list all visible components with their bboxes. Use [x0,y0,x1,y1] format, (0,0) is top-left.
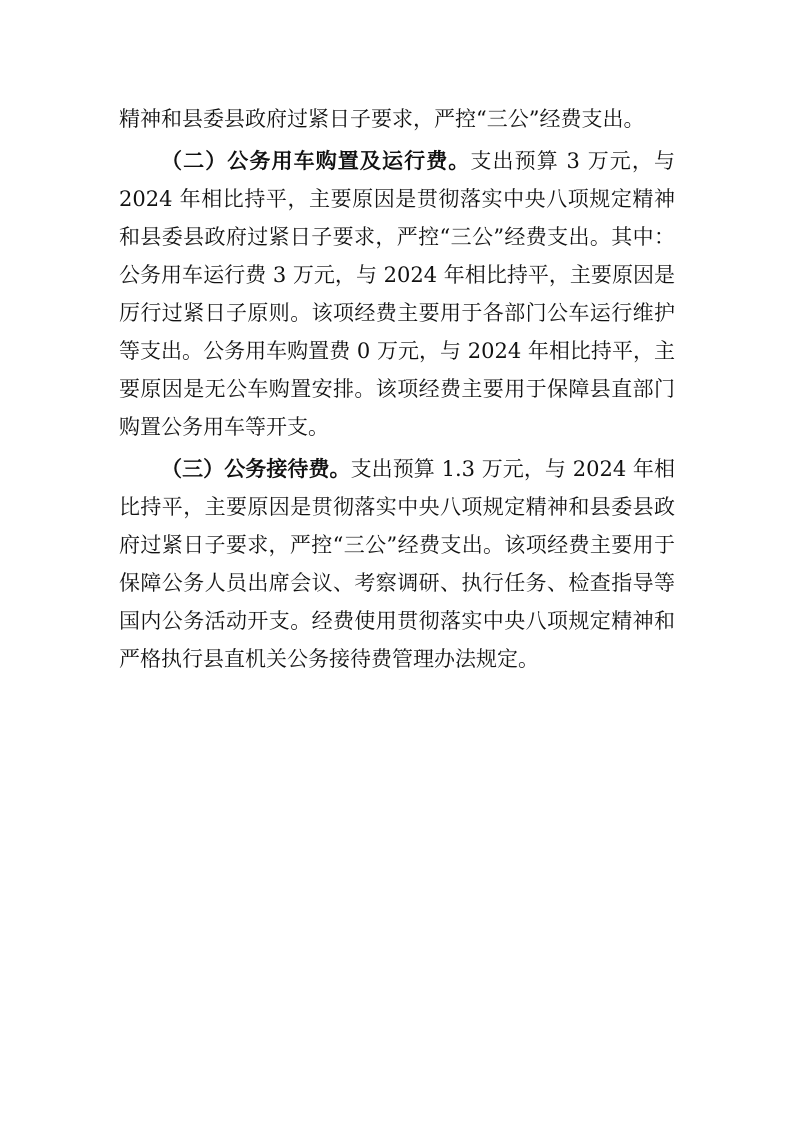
section-heading-reception: （三）公务接待费。 [161,457,351,481]
paragraph-vehicle-expenses [119,142,675,446]
section-heading-vehicle: （二）公务用车购置及运行费。 [161,149,471,173]
paragraph-reception-expenses [119,450,675,678]
paragraph-text: 精神和县委县政府过紧日子要求，严控“三公”经费支出。 [119,107,645,131]
paragraph-continuation [119,100,675,138]
document-body [119,100,675,678]
paragraph-text: 支出预算 1.3 万元，与 2024 年相比持平，主要原因是贯彻落实中央八项规定精神和县委县政府过紧日子要求，严控“三公”经费支出。该项经费主要用于保障公务人员出席会议、考察调研、执行任务、检查指导等国内公务活动开支。经费使用贯彻落实中央八项规定精神和严格执行县直机关公务接待费管理办法规定。 [119,457,675,671]
paragraph-text: 支出预算 3 万元，与 2024 年相比持平，主要原因是贯彻落实中央八项规定精神和县委县政府过紧日子要求，严控“三公”经费支出。其中：公务用车运行费 3 万元，与 2024 年相比持平，主要原因是厉行过紧日子原则。该项经费主要用于各部门公车运行维护等支出。公务用车购置费 0 万元，与 2024 年相比持平，主要原因是无公车购置安排。该项经费主要用于保障县直部门购置公务用车等开支。 [119,149,675,439]
